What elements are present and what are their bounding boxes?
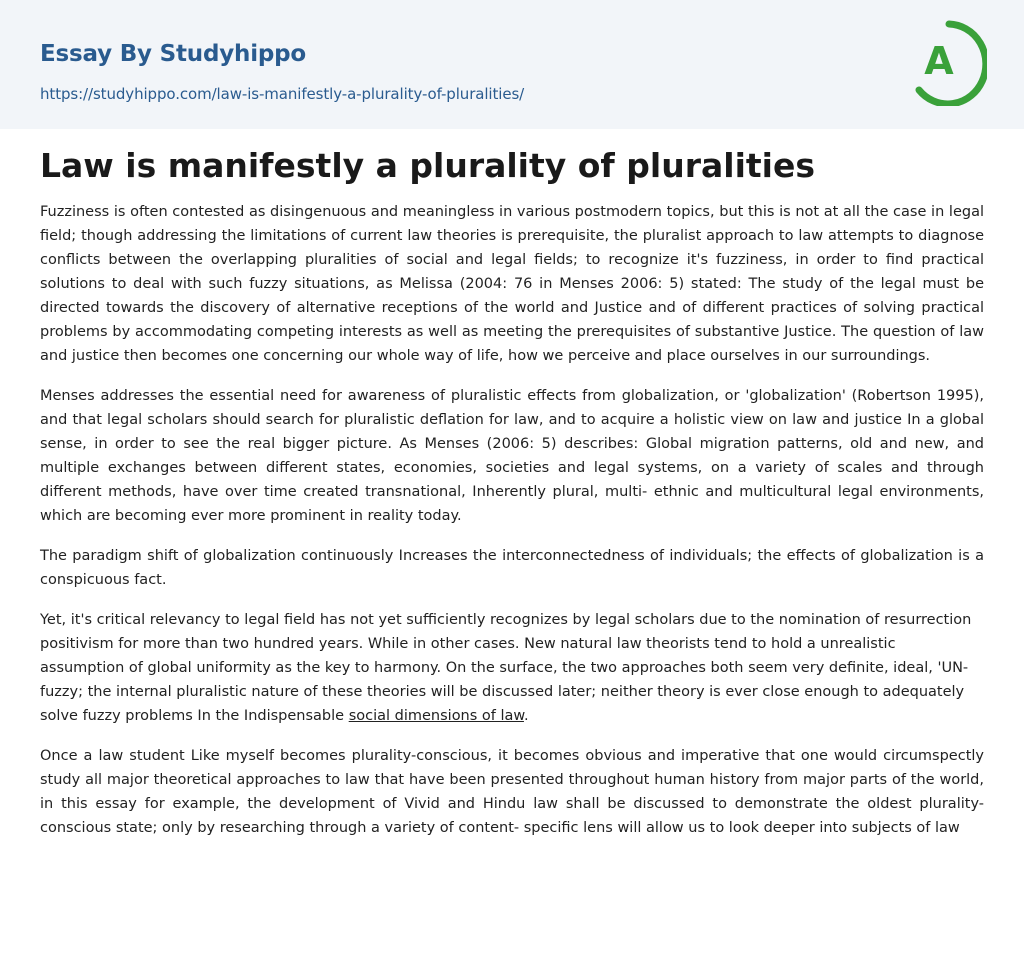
paragraph-4-text: Yet, it's critical relevancy to legal field has not yet sufficiently recognizes by legal scholars due to the nomination of resurrection positivism for more than two hundred years. While in other cases. New natural law theorists tend to hold a unrealistic assumption of global uniformity as the key to harmony. On the surface, the two approaches both seem very definite, ideal, 'UN-fuzzy; the internal pluralistic nature of these theories will be discussed later; neither theory is ever close enough to adequately solve fuzzy problems In the Indispensable xyxy=(40,612,972,724)
page-title: Law is manifestly a plurality of pluralities xyxy=(40,146,815,185)
studyhippo-logo-icon[interactable] xyxy=(911,18,987,106)
social-dimensions-link[interactable]: social dimensions of law xyxy=(348,708,524,724)
paragraph-3: The paradigm shift of globalization continuously Increases the interconnectedness of individuals; the effects of globalization is a conspicuous fact. xyxy=(40,548,984,588)
paragraph-4 xyxy=(40,608,984,728)
paragraph-2: Menses addresses the essential need for awareness of pluralistic effects from globalization, or 'globalization' (Robertson 1995), and that legal scholars should search for pluralistic deflation for law, and to acquire a holistic view on law and justice In a global sense, in order to see the real bigger picture. As Menses (2006: 5) describes: Global migration patterns, old and new, and multiple exchanges between different states, economies, societies and legal systems, on a variety of scales and through different methods, have over time created transnational, Inherently plural, multi- ethnic and multicultural legal environments, which are becoming ever more prominent in reality today. xyxy=(40,388,984,524)
brand-title[interactable]: Essay By Studyhippo xyxy=(40,41,307,67)
paragraph-5: Once a law student Like myself becomes plurality-conscious, it becomes obvious and imperative that one would circumspectly study all major theoretical approaches to law that have been presented throughout human history from major parts of the world, in this essay for example, the development of Vivid and Hindu law shall be discussed to demonstrate the oldest plurality-conscious state; only by researching through a variety of content- specific lens will allow us to look deeper into subjects of law xyxy=(40,748,984,836)
paragraph-4-end: . xyxy=(523,708,529,724)
site-header xyxy=(0,0,1024,129)
paragraph-1: Fuzziness is often contested as disingenuous and meaningless in various postmodern topics, but this is not at all the case in legal field; though addressing the limitations of current law theories is prerequisite, the pluralist approach to law attempts to diagnose conflicts between the overlapping pluralities of social and legal fields; to recognize it's fuzziness, in order to find practical solutions to deal with such fuzzy situations, as Melissa (2004: 76 in Menses 2006: 5) stated: The study of the legal must be directed towards the discovery of alternative receptions of the world and Justice and of different practices of solving practical problems by accommodating competing interests as well as meeting the prerequisites of substantive Justice. The question of law and justice then becomes one concerning our whole way of life, how we perceive and place ourselves in our surroundings. xyxy=(40,204,984,364)
article-body xyxy=(40,200,984,856)
logo-letter: A xyxy=(924,39,954,83)
page-url-link[interactable]: https://studyhippo.com/law-is-manifestly-a-plurality-of-pluralities/ xyxy=(40,85,525,103)
